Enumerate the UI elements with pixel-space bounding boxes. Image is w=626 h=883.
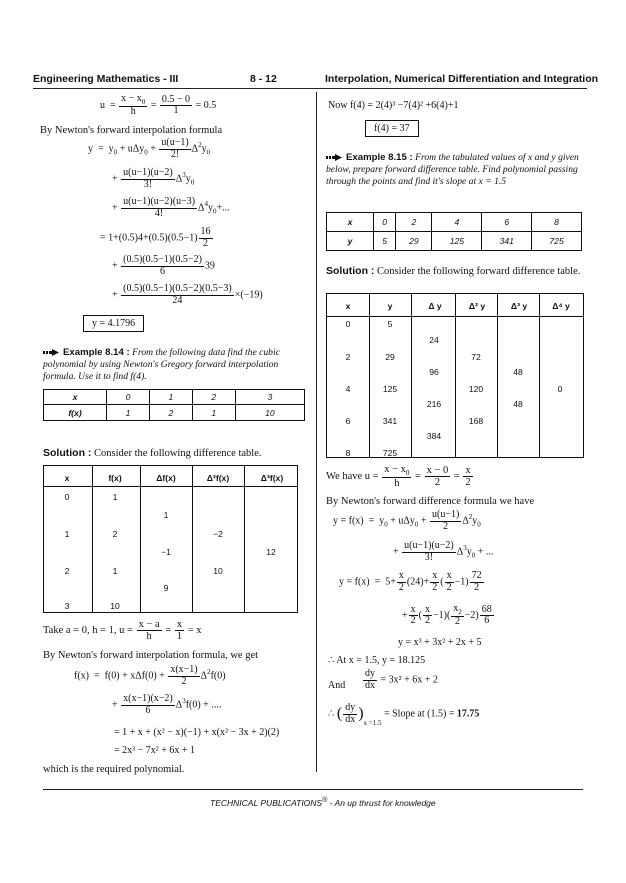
y-value: 29 [385,352,395,362]
we-have-text: We have u = [326,471,379,483]
table-cell: 8 [532,213,582,232]
column-header: x [345,301,351,311]
y-value: 5 [387,319,393,329]
d2-value: 10 [213,566,223,576]
column-header: Δ⁴ y [552,301,570,311]
page-number: 8 - 12 [250,73,277,85]
formula-line-2: + $\frac{u(u-1)(u-2)}{3!}$ $\Delta^3y_0$ [112,167,195,190]
x-value: 2 [345,352,351,362]
table-cell: 725 [532,232,582,251]
x-value: 4 [345,384,351,394]
formula-line-3: + $\frac{u(u-1)(u-2)(u-3)}{4!}$ $\Delta^4y_0+$... [112,196,230,219]
now-line: Now f(4) = 2(4)³ −7(4)² +6(4)+1 [328,100,459,111]
formula-line-1: $y = y_0 + u\Delta y_0$ + $\frac{u(u-1)}{2!}$ $\Delta^2y_0$ [88,137,211,160]
fx-value: 1 [112,566,118,576]
derivative-rhs: = 3x² + 6x + 2 [380,674,438,686]
solution-line-right [326,264,584,279]
newton-intro-right: By Newton's forward difference formula we have [326,496,535,507]
solution-label: Solution : [326,265,375,277]
d1-value: 384 [426,431,442,441]
table-head-cell: y [327,232,374,251]
footer-rule [43,789,583,790]
take-text: Take a = 0, h = 1, u = [43,624,133,636]
y-value: 125 [382,384,398,394]
x-value: 0 [345,319,351,329]
column-header: x [64,473,70,483]
x-value: 8 [345,448,351,458]
d3-value: 48 [513,399,523,409]
example-label: Example 8.15 : [346,152,413,163]
fx-value: 1 [112,492,118,502]
x-value: 1 [64,529,70,539]
newton2-intro: By Newton's forward interpolation formula, we get [43,650,259,661]
column-header: Δ³ y [510,301,528,311]
d2-value: 168 [468,416,484,426]
arrow-icon [43,349,59,356]
x-value: 2 [64,566,70,576]
table-cell: 29 [396,232,432,251]
registered-mark: ® [322,797,328,804]
solution-text: Consider the following forward difference table. [377,266,581,277]
example-8-15 [326,152,584,188]
y-value: 341 [382,416,398,426]
f4-box: f(4) = 37 [365,120,419,137]
solution-text: Consider the following difference table. [94,448,262,459]
data-table-8-15 [326,212,582,251]
running-title-right: Interpolation, Numerical Differentiation and Integration [325,73,599,85]
column-divider [316,92,317,772]
slope-value: 17.75 [456,708,480,720]
table-cell: 2 [396,213,432,232]
table-head-cell: x [327,213,374,232]
column-header: Δ²f(x) [206,473,230,483]
table-cell: 2 [192,390,235,405]
d2-value: −2 [213,529,223,539]
d3-value: 12 [266,547,276,557]
fx-value: 10 [110,601,120,611]
derivative-line: $\frac{dy}{dx}$ = 3x² + 6x + 2 [365,668,438,691]
y-value: 725 [382,448,398,458]
running-title-left: Engineering Mathematics - III [33,73,179,85]
column-header: Δ y [428,301,442,311]
header-rule [33,88,587,89]
column-header: Δ³f(x) [260,473,284,483]
column-header: Δf(x) [156,473,176,483]
x-value: 0 [64,492,70,502]
d1-value: 1 [163,510,169,520]
formula-line-6: + $\frac{(0.5)(0.5-1)(0.5-2)(0.5-3)}{24}$ ×(−19) [112,283,263,306]
d3-value: 48 [513,367,523,377]
d2-value: 72 [471,352,481,362]
table-cell: 2 [149,405,192,421]
d1-value: 9 [163,583,169,593]
and-label: And [328,680,346,691]
at-line: ∴ At x = 1.5, y = 18.125 [328,655,426,666]
rformula-1: $y = f(x) = y_0 + u\Delta y_0$ + $\frac{u(u-1)}{2}$ $\Delta^2y_0$ [333,509,481,532]
x-value: 6 [345,416,351,426]
d1-value: 24 [429,335,439,345]
d4-value: 0 [557,384,563,394]
example-text: From the following data find the cubic polynomial by using Newton's Gregory forward interpolation formula. Use it to find f(4). [43,347,280,382]
take-line: Take a = 0, h = 1, u = $\frac{x - a}{h}$ = $\frac{x}{1}$ = x [43,619,202,643]
formula-line-5: + $\frac{(0.5)(0.5-1)(0.5-2)}{6}$ 39 [112,254,215,277]
table-cell: 6 [482,213,532,232]
table-head-cell: f(x) [44,405,107,421]
formula-line-4: = 1+(0.5)4+(0.5)(0.5−1) $\frac{16}{2}$ [100,226,211,249]
table-cell: 4 [432,213,482,232]
table-cell: 341 [482,232,532,251]
arrow-icon [326,154,342,161]
rformula-3: y = f(x) = 5+ $\frac{x}{2}$ (24)+ $\frac{x}{2}$ ( $\frac{x}{2}$ −1) $\frac{72}{2}$ [339,570,482,593]
example-text: From the tabulated values of x and y given below, prepare forward difference table. Find polynomial passing through the points and find it's slope at x = 1.5 [326,152,579,187]
poly-formula-1: f(x) = f(0) + xΔf(0) + $\frac{x(x-1)}{2}$ $\Delta^2f(0)$ [74,664,226,687]
table-cell: 3 [235,390,304,405]
column-header: f(x) [108,473,122,483]
closing-line: which is the required polynomial. [43,764,185,775]
newton-intro: By Newton's forward interpolation formula [40,125,223,136]
footer [210,797,436,808]
u-equation: u = $\frac{x - x_0}{h}$ = $\frac{0.5 - 0}{1}$ = 0.5 [100,93,217,118]
solution-line [43,447,262,459]
data-table-8-14 [43,389,305,421]
table-cell: 1 [107,405,150,421]
table-cell: 1 [149,390,192,405]
rformula-4: + $\frac{x}{2}$ ( $\frac{x}{2}$ −1)( $\frac{x_2}{2}$ −2) $\frac{68}{6}$ [402,603,492,628]
table-cell: 1 [192,405,235,421]
d1-value: −1 [161,547,171,557]
publisher-brand: TECHNICAL PUBLICATIONS [210,797,323,808]
poly-line-2: = 2x³ − 7x² + 6x + 1 [114,745,196,756]
result-box: y = 4.1796 [83,315,144,332]
table-cell: 125 [432,232,482,251]
fx-value: 2 [112,529,118,539]
poly-line-1: = 1 + x + (x² − x)(−1) + x(x² − 3x + 2)(2) [114,727,280,738]
example-label: Example 8.14 : [63,347,130,358]
example-8-14 [43,347,305,383]
slope-text: = Slope at (1.5) = [383,708,455,720]
table-cell: 0 [374,213,396,232]
x-value: 3 [64,601,70,611]
d1-value: 216 [426,399,442,409]
poly-formula-2: + $\frac{x(x-1)(x-2)}{6}$ $\Delta^3f(0)$ + .... [112,693,222,716]
column-header: y [387,301,393,311]
we-have-line: We have u = $\frac{x - x_0}{h}$ = $\frac{x - 0}{2}$ = $\frac{x}{2}$ [326,464,471,490]
table-head-cell: x [44,390,107,405]
table-cell: 10 [235,405,304,421]
publisher-tagline: - An up thrust for knowledge [327,797,436,808]
column-header: Δ² y [468,301,486,311]
table-cell: 5 [374,232,396,251]
solution-label: Solution : [43,447,92,459]
poly-result: y = x³ + 3x² + 2x + 5 [398,637,482,648]
d2-value: 120 [468,384,484,394]
table-cell: 0 [107,390,150,405]
slope-line: ∴ ( $\frac{dy}{dx}$ )$_{x =1.5}$ = Slope at (1.5) = 17.75 [328,702,480,728]
d1-value: 96 [429,367,439,377]
difference-table-8-15 [326,293,584,458]
rformula-2: + $\frac{u(u-1)(u-2)}{3!}$ $\Delta^3y_0$ + ... [393,540,494,563]
